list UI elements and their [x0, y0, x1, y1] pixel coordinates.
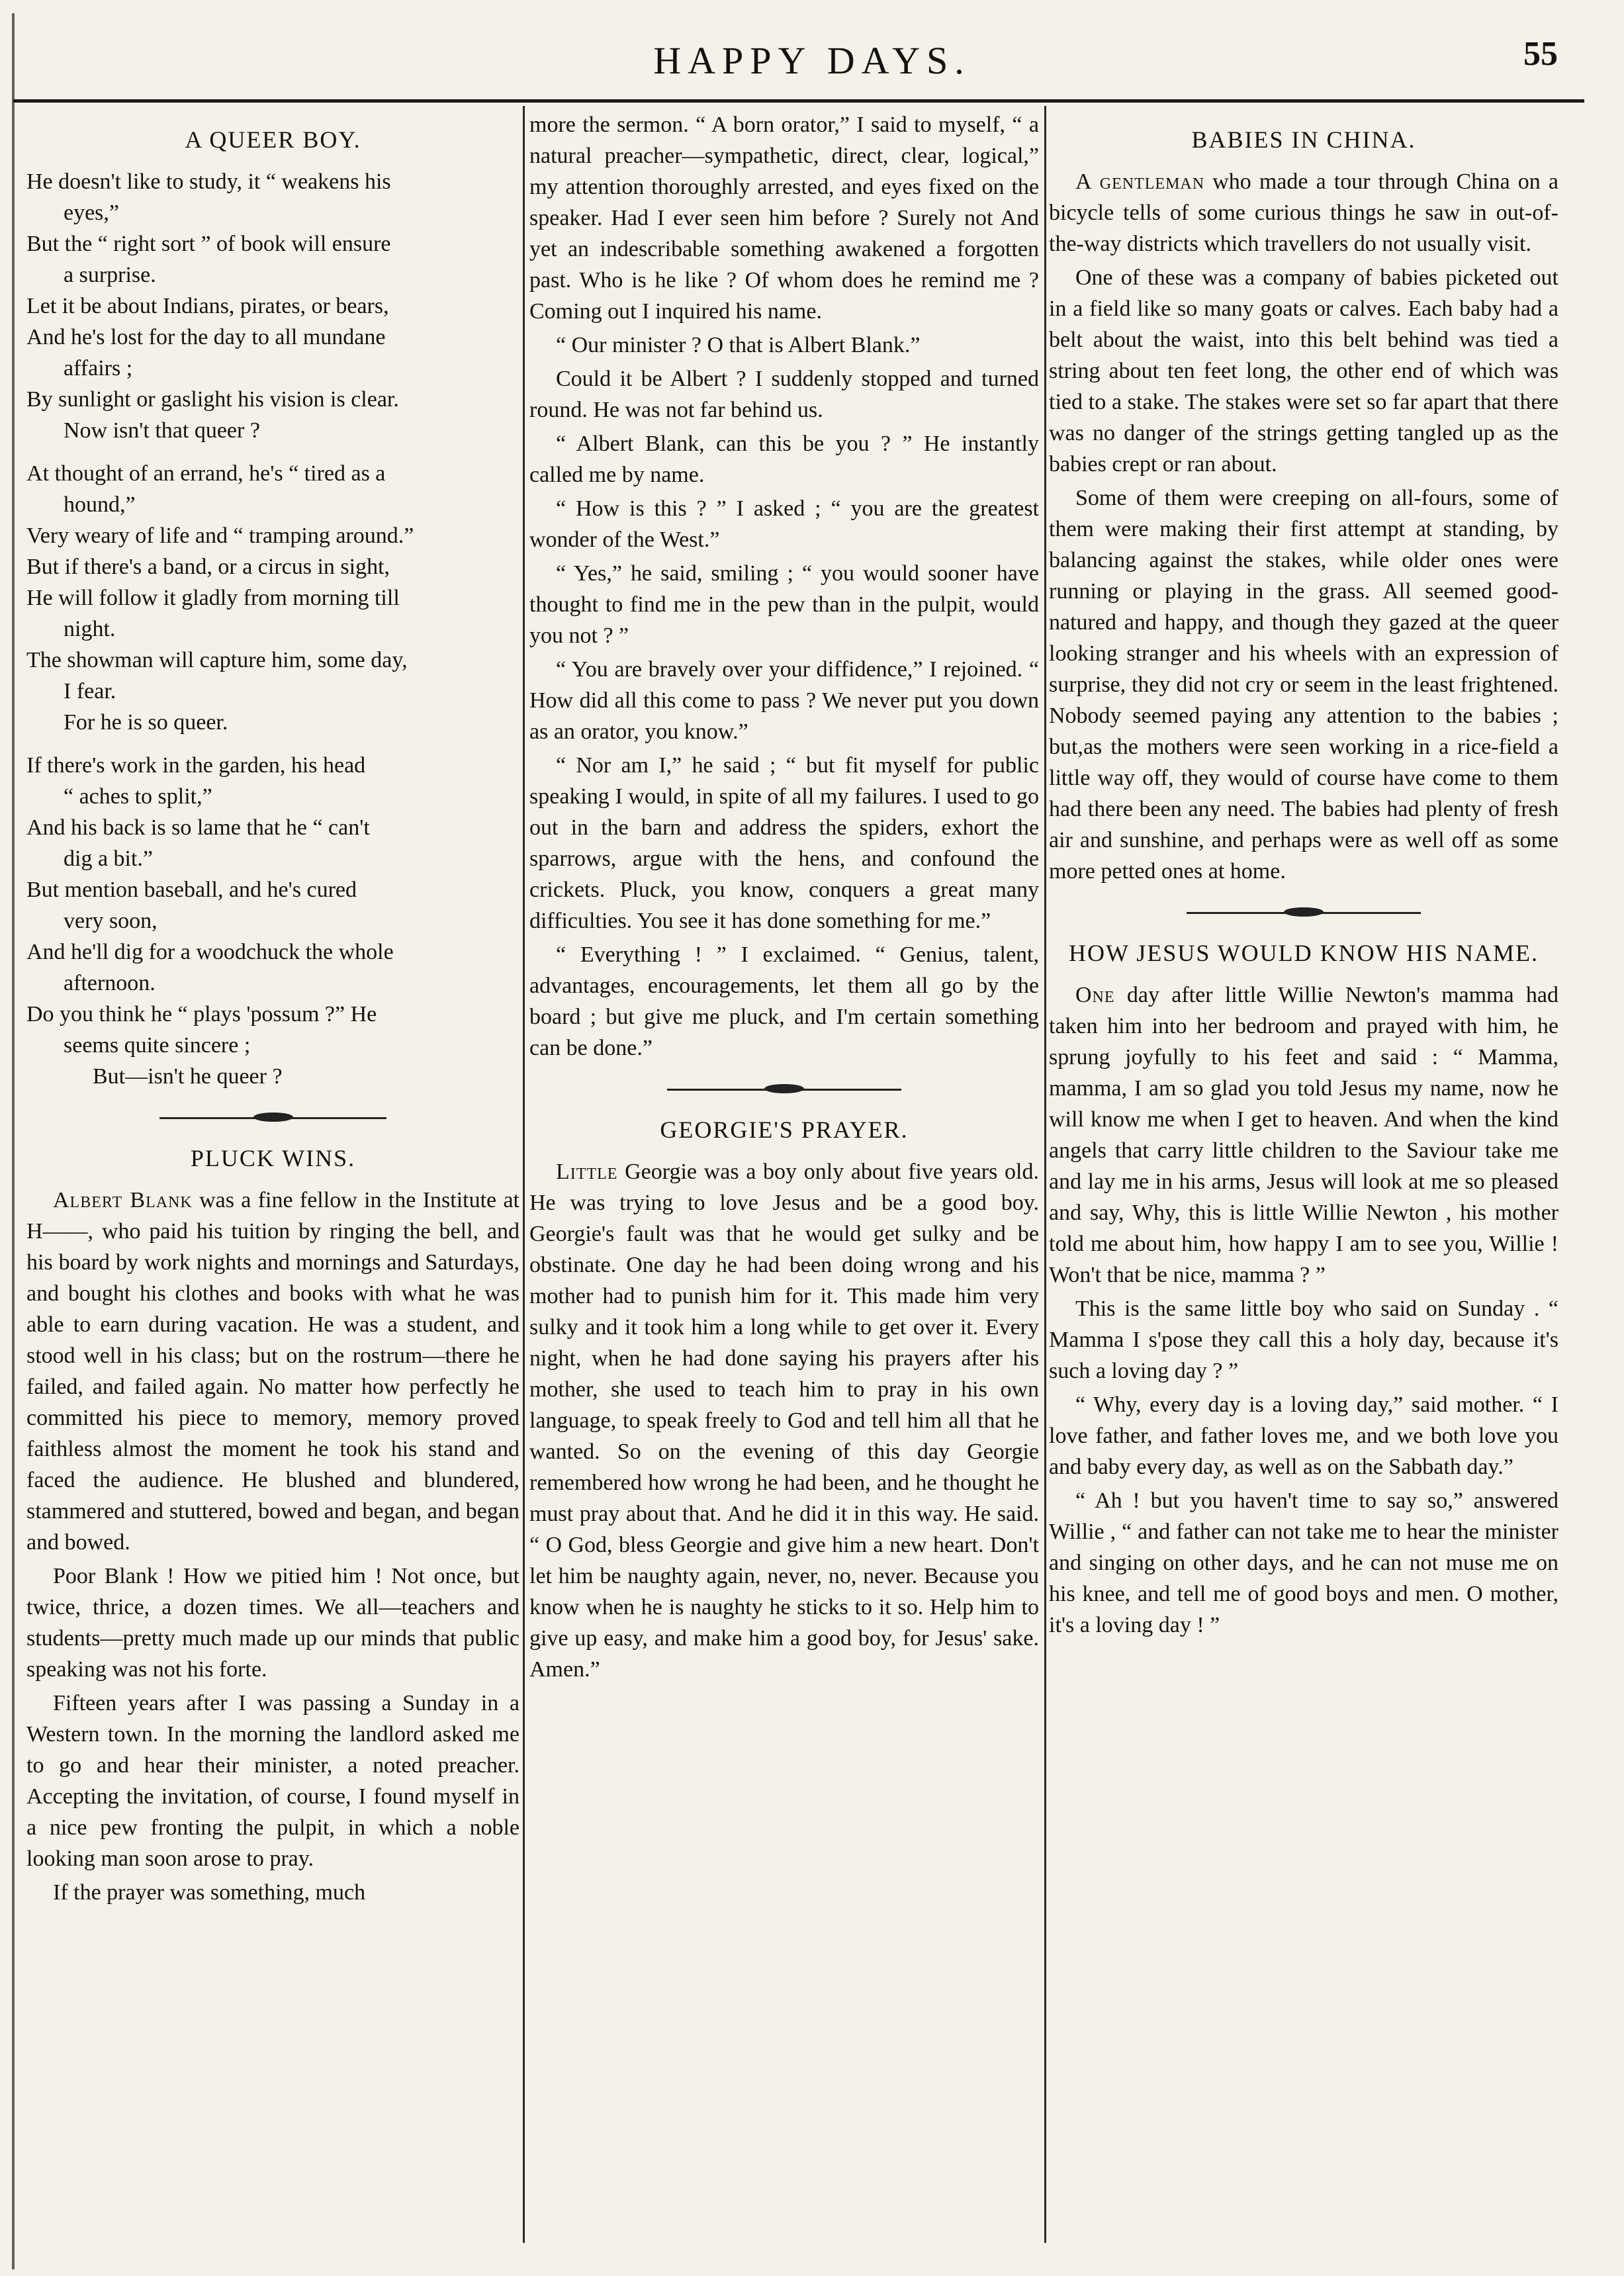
- paragraph: If the prayer was something, much: [53, 1880, 366, 1905]
- paragraph: Poor Blank ! How we pitied him ! Not once, but twice, thrice, a dozen times. We all—teachers and students—pretty much made up our minds that public speaking was not his forte.: [26, 1564, 519, 1682]
- stanza-break: [26, 446, 519, 458]
- article-jesus-name: [1049, 979, 1558, 1641]
- paragraph: Could it be Albert ? I suddenly stopped and turned round. He was not far behind us.: [529, 367, 1039, 422]
- stanza-break: [26, 738, 519, 750]
- masthead: [40, 20, 1584, 99]
- section-divider: [667, 1079, 901, 1099]
- paragraph: “ You are bravely over your diffidence,” I rejoined. “ How did all this come to pass ? We never put you down as an orator, you know.”: [529, 657, 1039, 744]
- lead-words: Albert Blank: [53, 1188, 193, 1212]
- poem-line: I fear.: [64, 679, 116, 704]
- paragraph: [1049, 166, 1558, 259]
- poem-line: affairs ;: [64, 356, 133, 381]
- paragraph: more the sermon. “ A born orator,” I said to myself, “ a natural preacher—sympathetic, direct, clear, logical,” my attention thoroughly arrested, and eyes fixed on the speaker. Had I ever seen him before ? Surely not And yet an indescribable something awakened a forgotten past. Who is he like ? Of whom does he remind me ? Coming out I inquired his name.: [529, 113, 1039, 324]
- binding-edge: [12, 13, 21, 2269]
- poem-line: And his back is so lame that he “ can't: [26, 815, 370, 840]
- poem-line: But—isn't he queer ?: [93, 1064, 283, 1089]
- poem-line: Let it be about Indians, pirates, or bears,: [26, 294, 389, 318]
- article-heading-jesus-name: HOW JESUS WOULD KNOW HIS NAME.: [1068, 940, 1539, 966]
- poem-line: seems quite sincere ;: [64, 1033, 251, 1058]
- poem-line: For he is so queer.: [64, 710, 228, 735]
- paragraph: [26, 1185, 519, 1558]
- column-rule: [1044, 106, 1046, 2243]
- paragraph: “ Nor am I,” he said ; “ but fit myself for public speaking I would, in spite of all my failures. I used to go out in the barn and address the spiders, exhort the sparrows, argue with the hens, and confound the crickets. Pluck, you know, conquers a great many difficulties. You see it has done something for me.”: [529, 753, 1039, 933]
- paragraph: “ Our minister ? O that is Albert Blank.”: [556, 333, 921, 357]
- article-heading-pluck-wins: PLUCK WINS.: [190, 1145, 356, 1171]
- poem-line: Do you think he “ plays 'possum ?” He: [26, 1002, 377, 1026]
- article-heading-queer-boy: A QUEER BOY.: [185, 126, 361, 153]
- paragraph: “ How is this ? ” I asked ; “ you are the greatest wonder of the West.”: [529, 496, 1039, 552]
- poem-line: And he's lost for the day to all mundane: [26, 325, 386, 349]
- lead-words: One: [1075, 983, 1115, 1007]
- poem-line: dig a bit.”: [64, 846, 154, 871]
- lead-words: Little: [556, 1160, 618, 1184]
- paragraph: One of these was a company of babies picketed out in a field like so many goats or calves. Each baby had a belt about the waist, into this belt behind was tied a string about ten feet long, the other end of which was tied to a stake. The stakes were set so far apart that there was no danger of the strings getting tangled up as the babies crept or ran about.: [1049, 265, 1558, 477]
- poem-line: The showman will capture him, some day,: [26, 648, 408, 672]
- poem-line: afternoon.: [64, 971, 156, 995]
- paragraph: Some of them were creeping on all-fours, some of them were making their first attempt at standing, by balancing against the stakes, while older ones were running or playing in the grass. All seemed good-natured and happy, and though they gazed at the queer looking stranger and his wheels with an expression of surprise, they did not cry or seem in the least frightened. Nobody seemed paying any attention to the babies ; but,as the mothers were seen working in a rice-field a little way off, they would of course have come to them had there been any need. The babies had plenty of fresh air and sunshine, and perhaps were as well off as some more petted ones at home.: [1049, 486, 1558, 884]
- poem-line: At thought of an errand, he's “ tired as a: [26, 461, 386, 486]
- poem-line: But the “ right sort ” of book will ensure: [26, 232, 391, 256]
- paragraph: This is the same little boy who said on Sunday . “ Mamma I s'pose they call this a holy day, because it's such a loving day ? ”: [1049, 1297, 1558, 1383]
- publication-title: HAPPY DAYS.: [653, 39, 971, 82]
- poem-queer-boy: [26, 166, 519, 1092]
- masthead-rule: [13, 99, 1584, 103]
- article-georgies-prayer: [529, 1156, 1039, 1685]
- paragraph: “ Everything ! ” I exclaimed. “ Genius, talent, advantages, encouragements, let them all go by the board ; but give me pluck, and I'm certain something can be done.”: [529, 942, 1039, 1060]
- poem-line: eyes,”: [64, 201, 120, 225]
- paragraph-text: Georgie was a boy only about five years old. He was trying to love Jesus and be a good boy. Georgie's fault was that he would get sulky and be obstinate. One day he had been doing wrong and his mother had to punish him for it. This made him very sulky and it took him a long while to get over it. Every night, when he had done saying his prayers after his mother, she used to teach him to pray in his own language, to speak freely to God and tell him all that he wanted. So on the evening of this day Georgie remembered how wrong he had been, and he thought he must pray about that. And he did it in this way. He said. “ O God, bless Georgie and give him a new heart. Don't let him be naughty again, never, no, never. Because you know when he is naughty he sticks to it so. Help him to give up easy, and make him a good boy, for Jesus' sake. Amen.”: [529, 1160, 1039, 1682]
- poem-line: By sunlight or gaslight his vision is clear.: [26, 387, 399, 412]
- lead-words: A gentleman: [1075, 169, 1205, 194]
- poem-line: hound,”: [64, 492, 136, 517]
- article-heading-georgies-prayer: GEORGIE'S PRAYER.: [660, 1116, 909, 1143]
- poem-line: night.: [64, 617, 116, 641]
- paragraph: Fifteen years after I was passing a Sunday in a Western town. In the morning the landlord asked me to go and hear their minister, a noted preacher. Accepting the invitation, of course, I found myself in a nice pew fronting the pulpit, in which a noble looking man soon arose to pray.: [26, 1691, 519, 1871]
- section-divider: [159, 1108, 386, 1128]
- article-heading-babies-in-china: BABIES IN CHINA.: [1191, 126, 1416, 153]
- page-number: 55: [1523, 35, 1558, 73]
- poem-line: Very weary of life and “ tramping around.”: [26, 523, 414, 548]
- poem-line: Now isn't that queer ?: [64, 418, 260, 443]
- paragraph: “ Yes,” he said, smiling ; “ you would sooner have thought to find me in the pew than in the pulpit, would you not ? ”: [529, 561, 1039, 648]
- poem-line: If there's work in the garden, his head: [26, 753, 366, 778]
- column-3: [1049, 109, 1558, 2240]
- article-pluck-wins: [26, 1185, 519, 1908]
- article-pluck-wins-continued: [529, 109, 1039, 1064]
- paragraph-text: was a fine fellow in the Institute at H——, who paid his tuition by ringing the bell, and his board by work nights and mornings and Saturdays, and bought his clothes and books with what he was able to earn during vacation. He was a student, and stood well in his class; but on the rostrum—there he failed, and failed again. No matter how perfectly he committed his piece to memory, memory proved faithless almost the moment he took his stand and faced the audience. He blushed and blundered, stammered and stuttered, bowed and began, and began and bowed.: [26, 1188, 519, 1555]
- poem-line: But mention baseball, and he's cured: [26, 878, 357, 902]
- section-divider: [1187, 903, 1421, 923]
- poem-line: He will follow it gladly from morning till: [26, 586, 400, 610]
- poem-line: a surprise.: [64, 263, 156, 287]
- paragraph-text: day after little Willie Newton's mamma had taken him into her bedroom and prayed with him, he sprung joyfully to his feet and said : “ Mamma, mamma, I am so glad you told Jesus my name, now he will know me when I get to heaven. And when the kind angels that carry little children to the Saviour take me and lay me in his arms, Jesus will look at me so pleased and say, Why, this is little Willie Newton , his mother told me about him, how happy I am to see you, Willie ! Won't that be nice, mamma ? ”: [1049, 983, 1558, 1287]
- poem-line: “ aches to split,”: [64, 784, 212, 809]
- paragraph: “ Ah ! but you haven't time to say so,” answered Willie , “ and father can not take me to hear the minister and singing on other days, and he can not muse me on his knee, and tell me of good boys and men. O mother, it's a loving day ! ”: [1049, 1488, 1558, 1637]
- poem-line: He doesn't like to study, it “ weakens his: [26, 169, 391, 194]
- column-1: [26, 109, 519, 2240]
- paragraph: [1049, 979, 1558, 1291]
- poem-line: But if there's a band, or a circus in sight,: [26, 555, 390, 579]
- paragraph: “ Albert Blank, can this be you ? ” He instantly called me by name.: [529, 432, 1039, 487]
- paragraph: “ Why, every day is a loving day,” said mother. “ I love father, and father loves me, and we both love you and baby every day, as well as on the Sabbath day.”: [1049, 1392, 1558, 1479]
- poem-line: very soon,: [64, 909, 158, 933]
- column-2: [529, 109, 1039, 2240]
- column-rule: [523, 106, 525, 2243]
- paragraph: [529, 1156, 1039, 1685]
- article-babies-in-china: [1049, 166, 1558, 887]
- paragraph-text: who made a tour through China on a bicycle tells of some curious things he saw in out-of-the-way districts which travellers do not usually visit.: [1049, 169, 1558, 256]
- poem-line: And he'll dig for a woodchuck the whole: [26, 940, 394, 964]
